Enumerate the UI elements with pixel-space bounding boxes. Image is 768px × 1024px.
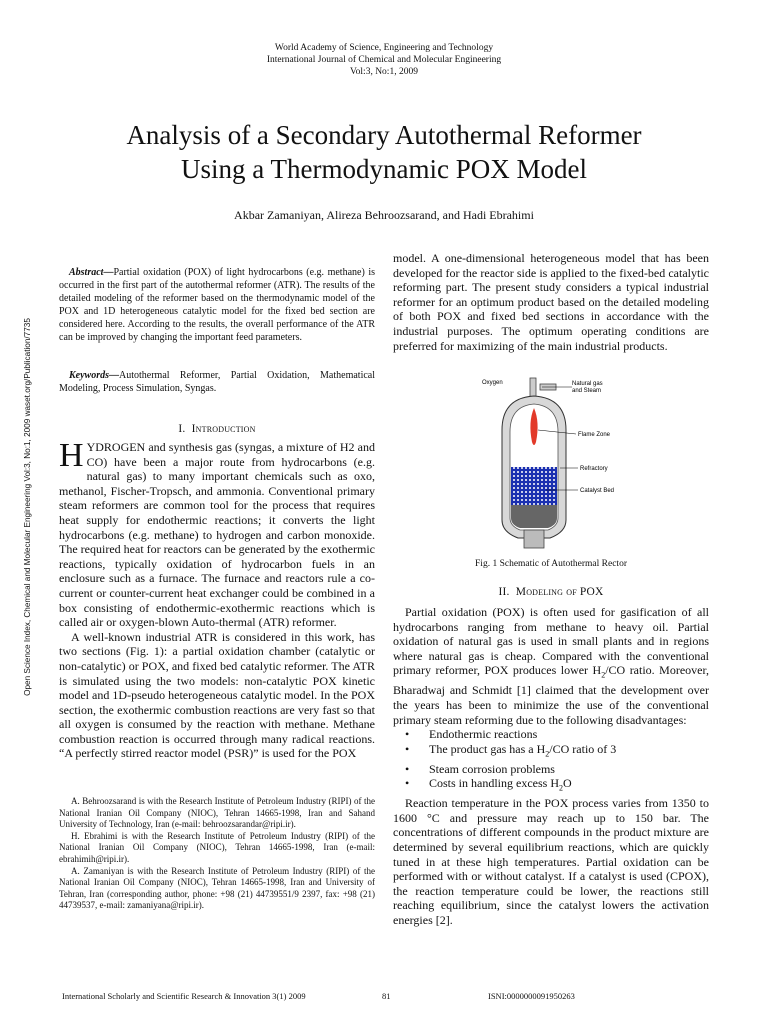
authors: Akbar Zamaniyan, Alireza Behroozsarand, and Hadi Ebrahimi xyxy=(234,208,534,222)
disadvantages-list xyxy=(393,727,709,796)
section-2-title: Modeling of POX xyxy=(515,586,604,598)
right-intro: model. A one-dimensional heterogeneous model that has been developed for the reactor side is applied to the fixed-bed catalytic reforming part. The present study considers a typical industrial reformer for an optimum product based on the detailed modeling of both POX and fixed bed sections in accordance with the industrial purposes. The optimum operating conditions are preferred for maximizing of the main industrial products. xyxy=(393,251,709,353)
section-1-body xyxy=(59,437,375,761)
catalyst-bed-mark xyxy=(511,467,557,505)
footer-left: International Scholarly and Scientific Research & Innovation 3(1) 2009 xyxy=(62,991,306,1001)
abstract-label: Abstract xyxy=(69,267,104,278)
footnote-2: H. Ebrahimi is with the Research Institute of Petroleum Industry (RIPI) of the National Iranian Oil Company (NIOC), Tehran 14665-1998, Iran (e-mail: ebrahimih@ripi.ir). xyxy=(59,830,375,864)
pox-p1-b: /CO ratio. Moreover, Bharadwaj and Schmidt [1] claimed that the development over the years has been to minimize the use of the conventional primary steam reforming due to the following disadvantages: xyxy=(393,663,709,727)
dropcap: H xyxy=(59,437,84,474)
keywords-label: Keywords xyxy=(69,370,109,381)
list-item: • Costs in handling excess $H_2O$ xyxy=(429,776,709,796)
label-catalyst-bed: Catalyst Bed xyxy=(580,488,615,494)
footer-isni: ISNI:0000000091950263 xyxy=(488,991,575,1001)
sidebar-citation: Open Science Index, Chemical and Molecular Engineering Vol:3, No:1, 2009 waset.org/Publication/7735 xyxy=(23,318,32,696)
section-2-heading xyxy=(393,586,709,598)
title-line-1: Analysis of a Secondary Autothermal Reformer xyxy=(126,120,642,150)
section-2-num: II. xyxy=(498,586,510,598)
section-1-title: Introduction xyxy=(191,423,256,435)
label-flame-zone: Flame Zone xyxy=(578,432,611,438)
footnote-3: A. Zamaniyan is with the Research Institute of Petroleum Industry (RIPI) of the National Iranian Oil Company (NIOC), Tehran 14665-1998, Iran and University of Tehran, Iran (corresponding author, phone: +98 (21) 44739551/9 2397, fax: +98 (21) 44739537, e-mail: zamaniyana@ripi.ir). xyxy=(59,865,375,911)
abstract xyxy=(59,266,375,344)
paper-title xyxy=(40,118,728,186)
list-item: • Endothermic reactions xyxy=(429,727,709,742)
footnotes xyxy=(59,796,375,912)
intro-paragraph-2: A well-known industrial ATR is considered in this work, has two sections (Fig. 1): a partial oxidation chamber (catalytic or non-catalytic) or POX, and fixed bed catalytic reformer. The ATR is simulated using the two models: non-catalytic POX kinetic model and 1D-pseudo heterogeneous catalytic model. In the POX section, the exothermic combustion reactions are very fast so that all oxygen is consumed by the reaction with methane. Methane combustion reaction is occurred through many radical reactions. “A perfectly stirred reactor model (PSR)” is used for the POX xyxy=(59,629,375,761)
header-line-1: World Academy of Science, Engineering and Technology xyxy=(274,43,494,53)
page-number: 81 xyxy=(382,991,391,1001)
label-natural-gas: Natural gas xyxy=(572,381,603,387)
section-2-body xyxy=(393,605,709,928)
keywords xyxy=(59,369,375,395)
title-line-2: Using a Thermodynamic POX Model xyxy=(181,154,587,184)
keywords-dash: — xyxy=(109,370,119,381)
keywords-text: Autothermal Reformer, Partial Oxidation, Mathematical Modeling, Process Simulation, Syngas. xyxy=(59,370,375,394)
list-item: • The product gas has a $H_2/CO$ ratio of 3 xyxy=(429,742,709,762)
abstract-dash: — xyxy=(103,267,114,278)
header-line-3: Vol:3, No:1, 2009 xyxy=(350,67,418,77)
figure-1 xyxy=(480,370,640,555)
footnote-1: A. Behroozsarand is with the Research Institute of Petroleum Industry (RIPI) of the National Iranian Oil Company (NIOC), Tehran 14665-1998, Iran and Sahand University of Technology, Iran (e-mail: behroozsarandar@ripi.ir). xyxy=(59,796,375,830)
label-refractory: Refractory xyxy=(580,466,608,472)
figure-caption: Fig. 1 Schematic of Autothermal Rector xyxy=(475,559,627,569)
intro-p1-text: YDROGEN and synthesis gas (syngas, a mixture of H2 and CO) have been a major route from hydrocarbons (e.g. natural gas) to many important chemicals such as oxo, methanol, Fischer-Tropsch, and ammonia. Conventional primary steam reformers are common tool for the process that requires heat supply for endothermic reactions; it converts the light hydrocarbons (e.g. methane) to hydrogen and carbon monoxide. The required heat for reactors can be generated by the exothermic reactions, typically oxidation of hydrocarbon fuels in an enclosure such as a furnace. The furnace and reactors rule a co-current or counter-current heat exchanger could be combined in a box consisting of endothermic-exothermic reactions which is called air or oxygen-blown Auto-thermal (ATR) reformer. xyxy=(59,440,375,630)
atr-schematic xyxy=(480,370,640,555)
intro-paragraph-1 xyxy=(59,437,375,630)
pox-paragraph-2: Reaction temperature in the POX process varies from 1350 to 1600 °C and pressure may reach up to 150 bar. The concentrations of different compounds in the product mixture are determined by several equilibrium reactions, which are quickly tuned in at these high temperatures. Partial oxidation can be performed with or without catalyst. If a catalyst is used (CPOX), the reaction temperature could be lower, the reactions still reaching equilibrium, since the catalyst lowers the activation energies [2]. xyxy=(393,796,709,928)
section-1-heading xyxy=(59,423,375,435)
pox-p1-sub: 2 xyxy=(601,670,606,680)
list-item: • Steam corrosion problems xyxy=(429,762,709,777)
label-and-steam: and Steam xyxy=(572,388,602,394)
label-oxygen: Oxygen xyxy=(482,380,503,386)
journal-header xyxy=(0,42,768,78)
header-line-2: International Journal of Chemical and Molecular Engineering xyxy=(266,55,502,65)
abstract-text: Partial oxidation (POX) of light hydrocarbons (e.g. methane) is occurred in the first part of the autothermal reformer (ATR). The results of the detailed modeling of the reformer based on the thermodynamic model of the POX and 1D heterogeneous catalytic model for the fixed bed section are considered here. According to the results, the overall performance of the ATR can be improved by changing the important feed parameters. xyxy=(59,267,375,343)
pox-p1-a: Partial oxidation (POX) is often used for gasification of all hydrocarbons ranging from methane to heavy oil. Partial oxidation of natural gas is used in small plants and in regions where natural gas is cheap. Compared with the conventional primary reformer, POX produces lower H xyxy=(393,605,709,678)
pox-paragraph-1 xyxy=(393,605,709,727)
section-1-num: I. xyxy=(178,423,186,435)
